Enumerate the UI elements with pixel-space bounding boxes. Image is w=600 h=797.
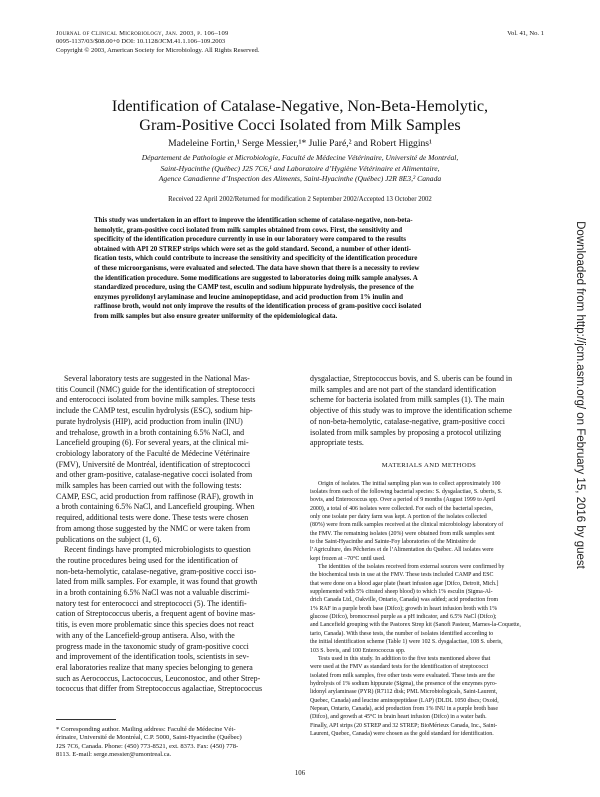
methods-text-line: l’Agriculture, des Pêcheries et de l’Alimentation du Québec. All isolates were — [310, 547, 494, 554]
methods-text-line: bovis, and Enterococcus spp. Over a period of 9 months (August 1999 to April — [310, 497, 496, 504]
body-text-line: titis, is even more problematic since this species does not react — [56, 620, 254, 630]
body-text-line: the routine procedures being used for the identification of — [56, 555, 238, 565]
methods-text-line: Tests used in this study. In addition to the five tests mentioned above that — [318, 655, 491, 662]
body-text-line: isolated from milk samples by proposing a protocol utilizing — [310, 427, 502, 437]
methods-text-line: (80%) were from milk samples received at the clinical microbiology laboratory of — [310, 522, 504, 529]
body-text-line: progress made in the taxonomic study of gram-positive cocci — [56, 641, 249, 651]
methods-text-line: 103 S. bovis, and 100 Enterococcus spp. — [310, 647, 406, 654]
methods-text-line: isolates from each of the following bacterial species: S. dysgalactiae, S. uberis, S. — [310, 488, 503, 495]
body-text-line: in a broth containing 6.5% NaCl was not a valuable discrimi- — [56, 588, 250, 598]
methods-text-line: (Difco), and growth at 45°C in brain heart infusion (Difco) in a water bath. — [310, 714, 487, 721]
abstract-line: hemolytic, gram-positive cocci isolated from milk samples obtained from cows. First, the sensitivity and — [94, 225, 403, 234]
body-text-line: of non-beta-hemolytic, catalase-negative, gram-positive cocci — [310, 416, 505, 426]
footnote-line: 8113. E-mail: serge.messier@umontreal.ca. — [56, 751, 172, 759]
body-text-line: and other gram-positive, catalase-negative cocci isolated from — [56, 470, 253, 480]
body-text-line: include the CAMP test, esculin hydrolysis (ESC), sodium hip- — [56, 406, 253, 416]
body-text-line: cation of Streptococcus uberis, a frequent agent of bovine mas- — [56, 609, 256, 619]
abstract-line: the identification procedure. Some modifications are suggested to laboratories doing milk sample analyses. A — [94, 273, 418, 282]
body-text-line: publications on the subject (1, 6). — [56, 534, 162, 544]
affiliations — [60, 153, 540, 185]
title-line: Gram-Positive Cocci Isolated from Milk Samples — [139, 116, 461, 134]
title-line: Identification of Catalase-Negative, Non-Beta-Hemolytic, — [111, 97, 489, 115]
methods-text-line: kept frozen at −70°C until used. — [310, 555, 386, 562]
methods-text-line: 2000), a total of 406 isolates were collected. For each of the bacterial species, — [310, 505, 493, 512]
body-text-line: dysgalactiae, Streptococcus bovis, and S. uberis can be found in — [310, 374, 513, 383]
body-text-line: from among those suggested by the NMC or were taken from — [56, 523, 251, 533]
body-text-line: lated from milk samples. For example, it was found that growth — [56, 577, 258, 587]
article-title — [60, 97, 540, 135]
methods-text-line: isolated from milk samples, five other tests were evaluated. These tests are the — [310, 672, 495, 679]
issn-doi: 0095-1137/03/$08.00+0 DOI: 10.1128/JCM.41.1.106–109.2003 — [56, 38, 226, 46]
download-watermark[interactable] — [570, 221, 590, 569]
methods-text-line: lidonyl arylaminase (PYR) (R7112 disk; PML Microbiologicals, Saint-Laurent, — [310, 689, 498, 696]
methods-text-line: Laurent, Quebec, Canada) were chosen as the gold standard for identification. — [310, 730, 494, 737]
methods-text-line: that were done on a blood agar plate (heart infusion agar [Difco, Detroit, Mich.] — [310, 580, 499, 587]
body-text-line: with any of the Lancefield-group antisera. Also, with the — [56, 630, 235, 640]
abstract-line: raffinose broth, would not only improve the results of the identification process of gram-positive cocci isolated — [94, 302, 422, 311]
abstract-line: obtained with API 20 STREP strips which were set as the gold standard. Second, a number of other identi- — [94, 244, 411, 253]
body-text-line: a broth containing 6.5% NaCl, and Lancefield grouping. When — [56, 502, 255, 512]
methods-text-line: Finally, API strips (20 STREP and 32 STREP; BioMérieux Canada, Inc., Saint- — [310, 722, 498, 729]
body-text-line: milk samples and are not part of the standard identification — [310, 384, 497, 394]
abstract-line: This study was undertaken in an effort to improve the identification scheme of catalase-negative, non-beta- — [94, 216, 413, 224]
affiliation-line: Département de Pathologie et Microbiologie, Faculté de Médecine Vétérinaire, Université de Montréal, — [141, 153, 459, 162]
abstract-line: specificity of the identification procedure currently in use in our laboratory were compared to the results — [94, 235, 406, 244]
watermark-text[interactable]: Downloaded from http://jcm.asm.org/ on February 15, 2016 by guest — [574, 221, 586, 569]
methods-text-line: The identities of the isolates received from external sources were confirmed by — [318, 564, 505, 571]
abstract-line: of these microorganisms, were evaluated and selected. The data have shown that there is a necessity to review — [94, 263, 420, 272]
abstract — [94, 216, 508, 322]
body-text-line: required, additional tests were done. These tests were chosen — [56, 513, 249, 523]
methods-text-line: supplemented with 5% citrated sheep blood) to which 1% esculin (Sigma-Al- — [310, 589, 493, 596]
body-text-line: such as Aerococcus, Lactococcus, Leuconostoc, and other Strep- — [56, 673, 261, 683]
body-text-line: CAMP, ESC, acid production from raffinose (RAF), growth in — [56, 491, 254, 501]
methods-text-line: the initial identification scheme (Table 1) were 102 S. dysgalactiae, 108 S. uberis, — [310, 639, 503, 646]
methods-text — [310, 480, 548, 739]
body-text-line: Recent findings have prompted microbiologists to question — [64, 545, 251, 555]
journal-citation: Journal of Clinical Microbiology, Jan. 2003, p. 106–109 — [56, 30, 229, 37]
methods-text-line: Nepean, Ontario, Canada), acid production from 1% INU in a purple broth base — [310, 705, 498, 712]
body-text-line: and improvement of the identification tools, scientists in sev- — [56, 652, 250, 662]
body-column-right — [310, 374, 548, 738]
body-text-line: titis Council (NMC) guide for the identification of streptococci — [56, 384, 255, 394]
page-number: 106 — [294, 770, 306, 777]
abstract-line: from milk samples but also ensure greater uniformity of the epidemiological data. — [94, 311, 338, 320]
body-text-line: and enterococci isolated from bovine milk samples. These tests — [56, 395, 256, 405]
abstract-line: enzymes pyrolidonyl arylaminase and leucine aminopeptidase, and acid production from 1% inulin and — [94, 292, 404, 301]
abstract-line: standardized procedure, using the CAMP test, esculin and sodium hippurate hydrolysis, the presence of the — [94, 283, 414, 292]
footnote-divider — [56, 719, 116, 720]
body-text-line: Several laboratory tests are suggested in the National Mas- — [64, 374, 250, 383]
methods-text-line: hydrolysis of 1% sodium hippurate (Sigma), the presence of the enzymes pyro- — [310, 680, 497, 687]
affiliation-line: Saint-Hyacinthe (Québec) J2S 7C6,¹ and Laboratoire d’Hygiène Vétérinaire et Alimentaire, — [160, 163, 440, 173]
methods-text-line: Quebec, Canada) and leucine aminopeptidase (LAP) (DLDL 1050 discs; Oxoid, — [310, 697, 499, 704]
body-column-left — [56, 374, 294, 695]
methods-text-line: were used at the FMV as standard tests for the identification of streptococci — [310, 664, 489, 671]
footnote-line: * Corresponding author. Mailing address: Faculté de Médecine Vét- — [56, 726, 236, 733]
body-text-line: eral laboratories realize that many species belonging to genera — [56, 662, 253, 672]
body-text-line: scheme for bacteria isolated from milk samples (1). The main — [310, 395, 505, 405]
body-text-line: appropriate tests. — [310, 438, 364, 448]
body-text-line: tococcus that differ from Streptococcus agalactiae, Streptococcus — [56, 684, 263, 694]
body-text-line: Lancefield grouping (6). For several years, at the clinical mi- — [56, 438, 249, 448]
methods-text-line: and Lancefield grouping with the Pastorex Strep kit (Sanofi Pasteur, Marnes-la-Coquette, — [310, 622, 521, 629]
author-list: Madeleine Fortin,¹ Serge Messier,¹* Julie Paré,² and Robert Higgins¹ — [168, 138, 432, 149]
body-text-line: (FMV), Université de Montréal, identification of streptococci — [56, 459, 251, 469]
body-text-line: and trehalose, growth in a broth containing 6.5% NaCl, and — [56, 427, 245, 437]
running-header — [56, 30, 386, 55]
intro-continued — [310, 374, 548, 449]
section-heading-materials-methods: MATERIALS AND METHODS — [381, 461, 477, 469]
methods-text-line: only one isolate per dairy farm was kept. A portion of the isolates collected — [310, 514, 487, 520]
footnote-line: J2S 7C6, Canada. Phone: (450) 773-8521, ext. 8373. Fax: (450) 778- — [56, 742, 239, 750]
body-text-line: natory test for enterococci and streptococci (5). The identifi- — [56, 598, 247, 608]
corresponding-author-footnote — [56, 726, 294, 760]
methods-text-line: the FMV. The remaining isolates (20%) were obtained from milk samples sent — [310, 530, 495, 537]
received-dates: Received 22 April 2002/Returned for modification 2 September 2002/Accepted 13 October 2002 — [168, 196, 432, 203]
copyright-line: Copyright © 2003, American Society for Microbiology. All Rights Reserved. — [56, 46, 260, 54]
body-text-line: milk samples has been carried out with the following tests: — [56, 481, 242, 491]
affiliation-line: Agence Canadienne d’Inspection des Aliments, Saint-Hyacinthe (Québec) J2R 8E3,² Canada — [158, 174, 442, 184]
body-text-line: objective of this study was to improve the identification scheme — [310, 406, 512, 416]
methods-text-line: tario, Canada). With these tests, the number of isolates identified according to — [310, 630, 494, 637]
footnote-line: érinaire, Université de Montréal, C.P. 5000, Saint-Hyacinthe (Québec) — [56, 734, 242, 742]
methods-text-line: Origin of isolates. The initial sampling plan was to collect approximately 100 — [318, 480, 501, 487]
body-text-line: crobiology laboratory of the Faculté de Médecine Vétérinaire — [56, 448, 250, 458]
body-text-line: non-beta-hemolytic, catalase-negative, gram-positive cocci iso- — [56, 566, 257, 576]
abstract-line: fication tests, which could contribute to increase the sensitivity and specificity of the identification procedure — [94, 254, 418, 263]
body-text-line: purate hydrolysis (HIP), acid production from inulin (INU) — [56, 416, 243, 426]
volume-number: Vol. 41, No. 1 — [507, 30, 544, 37]
methods-text-line: to the Saint-Hyacinthe and Sainte-Foy laboratories of the Ministère de — [310, 539, 476, 546]
methods-text-line: glucose (Difco), bromocresol purple as a pH indicator, and 6.5% NaCl (Difco); — [310, 614, 497, 621]
methods-text-line: 1% RAF in a purple broth base (Difco); growth in heart infusion broth with 1% — [310, 605, 498, 612]
methods-text-line: drich Canada Ltd., Oakville, Ontario, Canada) was added; acid production from — [310, 597, 499, 604]
methods-text-line: the biochemical tests in use at the FMV. These tests included CAMP and ESC — [310, 572, 494, 579]
